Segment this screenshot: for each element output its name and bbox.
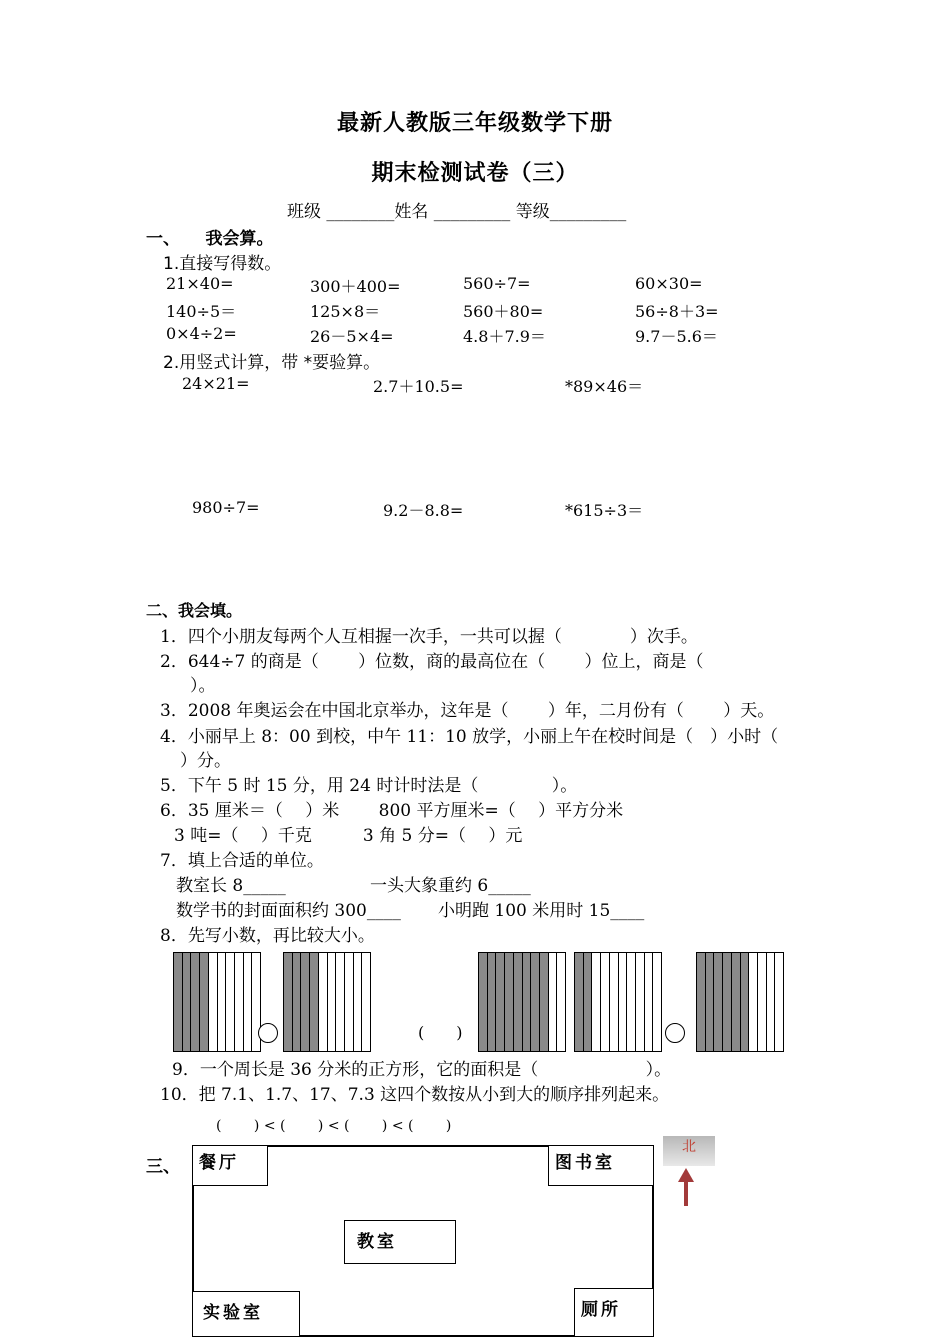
unshaded-bar xyxy=(619,953,628,1051)
calc-3-2: 26－5×4= xyxy=(310,327,394,346)
section-1-sub-1: 1.直接写得数。 xyxy=(163,254,282,274)
calc-3-3: 4.8＋7.9＝ xyxy=(463,327,546,346)
question-1: 1．四个小朋友每两个人互相握一次手，一共可以握（ ）次手。 xyxy=(160,627,698,647)
question-9: 9．一个周长是 36 分米的正方形，它的面积是（ ）。 xyxy=(172,1060,672,1080)
unshaded-bar xyxy=(758,953,767,1051)
unshaded-bar xyxy=(328,953,337,1051)
question-4-line-2: ）分。 xyxy=(180,751,231,771)
compare-circle-2[interactable] xyxy=(665,1023,685,1043)
shaded-bar xyxy=(732,953,741,1051)
calc-1-4: 60×30= xyxy=(635,274,703,293)
unshaded-bar xyxy=(636,953,645,1051)
vertical-calc-2: 2.7＋10.5= xyxy=(373,377,464,396)
unshaded-bar xyxy=(354,953,363,1051)
unshaded-bar xyxy=(627,953,636,1051)
decimal-model-4 xyxy=(574,952,662,1052)
decimal-model-5 xyxy=(696,952,784,1052)
shaded-bar xyxy=(741,953,750,1051)
unshaded-bar xyxy=(226,953,235,1051)
calc-1-3: 560÷7= xyxy=(463,274,531,293)
shaded-bar xyxy=(505,953,514,1051)
school-map xyxy=(192,1145,654,1337)
calc-3-4: 9.7－5.6＝ xyxy=(635,327,718,346)
unshaded-bar xyxy=(209,953,218,1051)
shaded-bar xyxy=(479,953,488,1051)
decimal-model-2 xyxy=(283,952,371,1052)
shaded-bar xyxy=(200,953,209,1051)
shaded-bar xyxy=(584,953,593,1051)
page-title: 最新人教版三年级数学下册 xyxy=(336,110,613,136)
room-lab xyxy=(192,1291,300,1337)
student-info-line: 班级 ________姓名 _________ 等级_________ xyxy=(287,202,627,222)
unshaded-bar xyxy=(336,953,345,1051)
question-4-line-1: 4．小丽早上 8：00 到校，中午 11：10 放学，小丽上午在校时间是（ ）小时（ xyxy=(160,727,779,747)
room-lab-label: 实验室 xyxy=(203,1303,263,1323)
question-7-a: 教室长 8_____ xyxy=(176,876,286,896)
unshaded-bar xyxy=(775,953,783,1051)
question-5: 5．下午 5 时 15 分，用 24 时计时法是（ ）。 xyxy=(160,776,578,796)
room-library xyxy=(548,1145,654,1186)
section-3-heading: 三、 xyxy=(146,1157,180,1177)
shaded-bar xyxy=(496,953,505,1051)
room-classroom-label: 教室 xyxy=(357,1232,397,1252)
vertical-calc-6: *615÷3＝ xyxy=(565,501,644,520)
question-10: 10．把 7.1、1.7、17、7.3 这四个数按从小到大的顺序排列起来。 xyxy=(160,1085,670,1105)
unshaded-bar xyxy=(610,953,619,1051)
unshaded-bar xyxy=(645,953,654,1051)
shaded-bar xyxy=(174,953,183,1051)
calc-2-1: 140÷5＝ xyxy=(166,302,237,321)
shaded-bar xyxy=(706,953,715,1051)
question-6-line-2: 3 吨=（ ）千克 3 角 5 分=（ ）元 xyxy=(174,826,523,846)
vertical-calc-1: 24×21= xyxy=(182,374,250,393)
question-10-order: ( ) < ( ) < ( ) < ( ) xyxy=(216,1118,452,1134)
question-3: 3．2008 年奥运会在中国北京举办，这年是（ ）年，二月份有（ ）天。 xyxy=(160,701,775,721)
question-7-d: 小明跑 100 米用时 15____ xyxy=(438,901,645,921)
compare-circle-1[interactable] xyxy=(258,1023,278,1043)
shaded-bar xyxy=(183,953,192,1051)
question-7-c: 数学书的封面面积约 300____ xyxy=(176,901,401,921)
shaded-bar xyxy=(293,953,302,1051)
vertical-calc-4: 980÷7= xyxy=(192,498,260,517)
unshaded-bar xyxy=(218,953,227,1051)
compare-blank: ( ) xyxy=(418,1023,463,1042)
room-canteen-label: 餐厅 xyxy=(199,1153,239,1173)
shaded-bar xyxy=(191,953,200,1051)
decimal-model-1 xyxy=(173,952,261,1052)
unshaded-bar xyxy=(319,953,328,1051)
room-toilet-label: 厕所 xyxy=(581,1300,621,1320)
unshaded-bar xyxy=(345,953,354,1051)
calc-2-3: 560＋80= xyxy=(463,302,544,321)
calc-1-2: 300＋400= xyxy=(310,277,401,296)
shaded-bar xyxy=(723,953,732,1051)
room-library-label: 图书室 xyxy=(555,1153,615,1173)
calc-2-4: 56÷8＋3= xyxy=(635,302,719,321)
question-7: 7．填上合适的单位。 xyxy=(160,851,324,871)
calc-1-1: 21×40= xyxy=(166,274,234,293)
shaded-bar xyxy=(575,953,584,1051)
unshaded-bar xyxy=(601,953,610,1051)
shaded-bar xyxy=(284,953,293,1051)
question-2-line-2: ）。 xyxy=(190,676,216,696)
vertical-calc-5: 9.2－8.8= xyxy=(383,501,464,520)
unshaded-bar xyxy=(362,953,370,1051)
shaded-bar xyxy=(697,953,706,1051)
section-2-heading: 二、我会填。 xyxy=(146,601,243,620)
north-label: 北 xyxy=(663,1136,715,1166)
unshaded-bar xyxy=(592,953,601,1051)
section-1-heading: 一、 我会算。 xyxy=(146,229,274,249)
unshaded-bar xyxy=(749,953,758,1051)
shaded-bar xyxy=(310,953,319,1051)
unshaded-bar xyxy=(549,953,558,1051)
unshaded-bar xyxy=(653,953,661,1051)
shaded-bar xyxy=(714,953,723,1051)
shaded-bar xyxy=(301,953,310,1051)
unshaded-bar xyxy=(235,953,244,1051)
shaded-bar xyxy=(488,953,497,1051)
shaded-bar xyxy=(514,953,523,1051)
room-classroom xyxy=(344,1220,456,1264)
unshaded-bar xyxy=(244,953,253,1051)
unshaded-bar xyxy=(557,953,565,1051)
calc-3-1: 0×4÷2= xyxy=(166,324,237,343)
question-2-line-1: 2．644÷7 的商是（ ）位数，商的最高位在（ ）位上，商是（ xyxy=(160,652,704,672)
unshaded-bar xyxy=(767,953,776,1051)
shaded-bar xyxy=(523,953,532,1051)
room-canteen xyxy=(192,1145,268,1186)
question-8: 8．先写小数，再比较大小。 xyxy=(160,926,375,946)
shaded-bar xyxy=(540,953,549,1051)
page-subtitle: 期末检测试卷（三） xyxy=(371,160,579,186)
vertical-calc-3: *89×46＝ xyxy=(565,377,644,396)
section-1-sub-2: 2.用竖式计算，带 *要验算。 xyxy=(163,353,381,373)
north-arrow-shaft xyxy=(684,1180,688,1206)
question-7-b: 一头大象重约 6_____ xyxy=(370,876,531,896)
decimal-model-3 xyxy=(478,952,566,1052)
calc-2-2: 125×8＝ xyxy=(310,302,381,321)
question-6-line-1: 6．35 厘米＝（ ）米 800 平方厘米=（ ）平方分米 xyxy=(160,801,624,821)
room-toilet xyxy=(574,1288,654,1337)
shaded-bar xyxy=(531,953,540,1051)
